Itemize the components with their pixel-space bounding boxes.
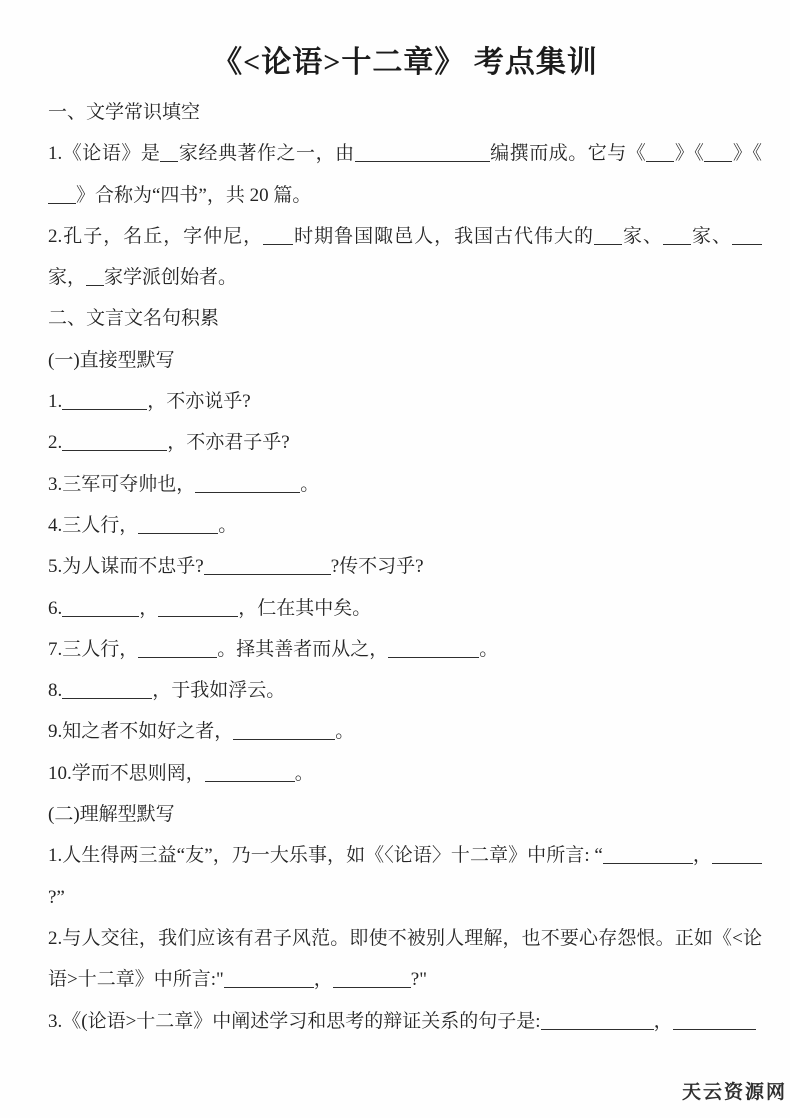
fill-in-blank-underline <box>355 147 490 162</box>
text-run: ，不亦说乎? <box>147 391 251 413</box>
direct-q8 <box>48 670 762 711</box>
text-run: ， <box>313 969 333 991</box>
fill-in-blank-underline <box>138 643 217 658</box>
fill-in-blank-underline <box>704 147 732 162</box>
text-run: 二、文言文名句积累 <box>48 308 220 330</box>
text-run: ?传不习乎? <box>330 556 424 578</box>
text-run: 2. <box>48 432 63 454</box>
fill-in-blank-underline <box>603 849 693 864</box>
fill-in-blank-underline <box>663 230 691 245</box>
fill-in-blank-underline <box>160 147 178 162</box>
fill-in-blank-underline <box>62 684 152 699</box>
watermark: 天云资源网 <box>681 1081 787 1103</box>
text-run: 9.知之者不如好之者， <box>48 721 234 743</box>
text-run: 1. <box>48 391 63 413</box>
text-run: ， <box>139 597 159 619</box>
text-run: 2.孔子，名丘，字仲尼， <box>48 225 264 247</box>
section-1-heading <box>48 92 762 133</box>
text-run: 编撰而成。它与《 <box>489 143 647 165</box>
fill-in-blank-underline <box>712 849 762 864</box>
direct-q7 <box>48 629 762 670</box>
text-run: 》合称为“四书”，共 20 篇。 <box>76 184 312 206</box>
direct-q4 <box>48 505 762 546</box>
fill-in-blank-underline <box>233 725 335 740</box>
q1-literary-knowledge <box>48 133 762 216</box>
text-run: 3.三军可夺帅也， <box>48 473 196 495</box>
text-run: 1.人生得两三益“友”，乃一大乐事，如《〈论语〉十二章》中所言: “ <box>48 845 603 867</box>
fill-in-blank-underline <box>62 436 167 451</box>
text-run: 8. <box>48 680 63 702</box>
section-2-heading <box>48 298 762 339</box>
fill-in-blank-underline <box>205 767 295 782</box>
direct-q9 <box>48 711 762 752</box>
text-run: 6. <box>48 597 63 619</box>
text-run: 1.《论语》是 <box>48 143 161 165</box>
text-run: ， <box>692 845 712 867</box>
text-run: 。 <box>300 473 320 495</box>
text-run: 。 <box>218 514 238 536</box>
text-run: 家经典著作之一，由 <box>178 143 355 165</box>
fill-in-blank-underline <box>48 189 76 204</box>
text-run: 3.《(论语>十二章》中阐述学习和思考的辩证关系的句子是: <box>48 1010 541 1032</box>
fill-in-blank-underline <box>204 560 331 575</box>
fill-in-blank-underline <box>594 230 622 245</box>
text-run: 。 <box>294 762 314 784</box>
text-run: 》《 <box>732 143 762 165</box>
text-run: ，仁在其中矣。 <box>238 597 372 619</box>
text-run: 家、 <box>622 225 663 247</box>
fill-in-blank-underline <box>86 271 104 286</box>
direct-q1 <box>48 381 762 422</box>
text-run: 10.学而不思则罔， <box>48 762 205 784</box>
text-run: 家、 <box>691 225 732 247</box>
q2-literary-knowledge <box>48 216 762 299</box>
fill-in-blank-underline <box>673 1015 756 1030</box>
comprehension-q3 <box>48 1001 762 1042</box>
text-run: 5.为人谋而不忠乎? <box>48 556 204 578</box>
text-run: 》《 <box>674 143 705 165</box>
text-run: 家， <box>48 267 87 289</box>
text-run: (一)直接型默写 <box>48 349 175 371</box>
fill-in-blank-underline <box>195 478 300 493</box>
direct-q5 <box>48 546 762 587</box>
text-run: ?" <box>410 969 427 991</box>
fill-in-blank-underline <box>333 973 411 988</box>
text-run: 7.三人行， <box>48 638 139 660</box>
document-body <box>48 92 762 1042</box>
text-run: ，不亦君子乎? <box>167 432 290 454</box>
comprehension-q2 <box>48 918 762 1001</box>
fill-in-blank-underline <box>732 230 762 245</box>
fill-in-blank-underline <box>62 395 147 410</box>
fill-in-blank-underline <box>224 973 314 988</box>
text-run: 4.三人行， <box>48 514 139 536</box>
fill-in-blank-underline <box>646 147 674 162</box>
text-run: 2.与人交往，我们应该有君子风范。即使不被别人理解，也不要心存怨恨。正如《<论语>十二章》中所言:" <box>48 927 762 991</box>
text-run: 。 <box>335 721 355 743</box>
direct-q6 <box>48 588 762 629</box>
text-run: 。择其善者而从之， <box>217 638 389 660</box>
subsection-2-heading <box>48 794 762 835</box>
text-run: ?” <box>48 886 65 908</box>
text-run: 时期鲁国陬邑人，我国古代伟大的 <box>293 225 595 247</box>
direct-q2 <box>48 422 762 463</box>
subsection-1-heading <box>48 340 762 381</box>
page-title: 《<论语>十二章》 考点集训 <box>212 46 598 79</box>
text-run: (二)理解型默写 <box>48 804 175 826</box>
fill-in-blank-underline <box>138 519 218 534</box>
fill-in-blank-underline <box>62 602 139 617</box>
text-run: ， <box>653 1010 673 1032</box>
comprehension-q1 <box>48 835 762 918</box>
text-run: 家学派创始者。 <box>104 267 238 289</box>
fill-in-blank-underline <box>263 230 293 245</box>
text-run: 。 <box>479 638 499 660</box>
direct-q10 <box>48 753 762 794</box>
text-run: 一、文学常识填空 <box>48 102 201 123</box>
fill-in-blank-underline <box>388 643 479 658</box>
fill-in-blank-underline <box>158 602 238 617</box>
fill-in-blank-underline <box>541 1015 654 1030</box>
text-run: ，于我如浮云。 <box>152 680 286 702</box>
direct-q3 <box>48 464 762 505</box>
